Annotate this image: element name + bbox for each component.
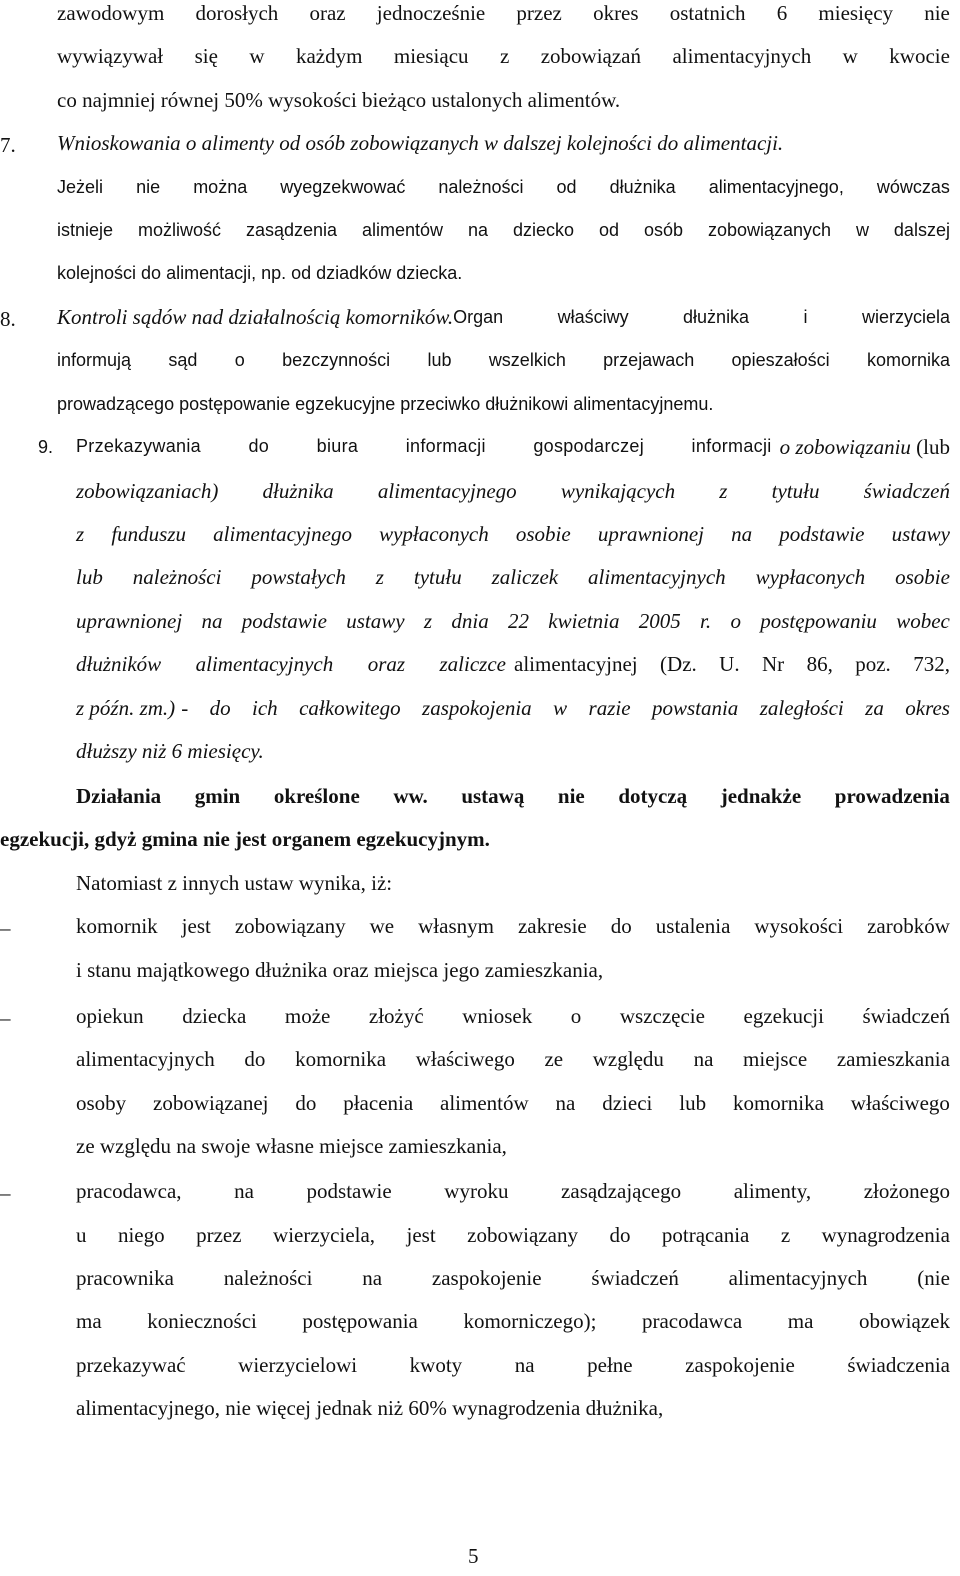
word: przekazywać <box>76 1353 186 1377</box>
word: dzieci <box>602 1091 653 1115</box>
word: dłużnika <box>683 307 750 327</box>
word: zobowiązaniach) <box>76 479 219 503</box>
text-line: co najmniej równej 50% wysokości bieżąco ustalonych alimentów. <box>57 88 621 112</box>
word: dziecka <box>182 1004 247 1028</box>
item9-line7 <box>76 698 950 719</box>
word: wierzyciela <box>861 307 950 327</box>
word: ma <box>76 1309 102 1333</box>
word: zasądzającego <box>561 1179 682 1203</box>
word: miejsce <box>743 1047 808 1071</box>
word: zakresie <box>517 914 587 938</box>
word: wynagrodzenia <box>821 1223 950 1247</box>
word: z <box>76 522 85 546</box>
word: razie <box>588 696 631 720</box>
word: do <box>610 914 632 938</box>
word: dłużnika <box>609 177 676 197</box>
word: okres <box>905 696 950 720</box>
word: nie <box>557 784 585 808</box>
word: na <box>201 609 223 633</box>
word: U. <box>719 652 740 676</box>
word: zasądzenia <box>245 220 338 240</box>
word: zaległości <box>759 696 844 720</box>
word: o <box>234 350 245 370</box>
word: należności <box>438 177 524 197</box>
word: jednocześnie <box>376 1 486 25</box>
word: za <box>865 696 884 720</box>
word: pracodawca <box>641 1309 743 1333</box>
word: jednakże <box>720 784 802 808</box>
word: osobie <box>895 565 950 589</box>
word: tytułu <box>771 479 820 503</box>
list-number: 7. <box>0 133 16 157</box>
word: świadczeń <box>863 479 950 503</box>
word: zarobków <box>867 914 950 938</box>
item8-first-line <box>57 307 950 328</box>
dash-bullet-icon: – <box>0 916 11 940</box>
text-line <box>57 3 950 24</box>
word: komornika <box>866 350 950 370</box>
text-line: i stanu majątkowego dłużnika oraz miejsca jego zamieszkania, <box>76 958 604 982</box>
word: z <box>719 479 728 503</box>
word: kwietnia <box>548 609 620 633</box>
word: złożonego <box>863 1179 950 1203</box>
text-segment <box>453 307 950 328</box>
word: Działania <box>76 784 162 808</box>
text-line <box>76 1355 950 1376</box>
word: sąd <box>168 350 198 370</box>
word: dalszej <box>893 220 950 240</box>
word: zobowiązanych <box>707 220 832 240</box>
word: (nie <box>917 1266 950 1290</box>
word: wysokości <box>754 914 844 938</box>
text-line <box>76 1049 950 1070</box>
word: całkowitego <box>299 696 401 720</box>
word: od <box>598 220 619 240</box>
word: alimentów <box>440 1091 529 1115</box>
word: dnia <box>451 609 489 633</box>
word: istnieje <box>57 220 114 240</box>
dash-bullet-icon: – <box>0 1006 11 1030</box>
word: obowiązek <box>859 1309 950 1333</box>
word: wyegzekwować <box>280 177 406 197</box>
text-line <box>76 1311 950 1332</box>
word: w <box>842 44 858 68</box>
word: lub <box>76 565 103 589</box>
word: nie <box>924 1 950 25</box>
word: gospodarczej <box>533 436 644 456</box>
word: na <box>362 1266 383 1290</box>
word: do <box>248 436 270 456</box>
word: świadczeń <box>591 1266 679 1290</box>
text-line <box>76 1093 950 1114</box>
word: komornika <box>295 1047 387 1071</box>
word: zaliczce <box>439 652 506 676</box>
text-line: ze względu na swoje własne miejsce zamieszkania, <box>76 1134 507 1158</box>
word: od <box>556 177 577 197</box>
word: świadczeń <box>862 1004 950 1028</box>
word: wypłaconych <box>755 565 866 589</box>
word: wszelkich <box>488 350 566 370</box>
word: o <box>730 609 741 633</box>
text-line <box>76 481 950 502</box>
word: przez <box>196 1223 242 1247</box>
word: alimentacyjnego <box>213 522 352 546</box>
word: osobie <box>515 522 571 546</box>
word: wniosek <box>462 1004 533 1028</box>
word: zaliczek <box>491 565 559 589</box>
word: potrącania <box>661 1223 750 1247</box>
word: oraz <box>367 652 406 676</box>
word: kwocie <box>889 44 950 68</box>
word: powstałych <box>251 565 346 589</box>
word: może <box>284 1004 331 1028</box>
text-segment: z późn. zm.) <box>76 696 176 720</box>
text-line <box>57 351 950 369</box>
word: Jeżeli <box>57 177 104 197</box>
word: osób <box>643 220 683 240</box>
text-line <box>76 1181 950 1202</box>
word: u <box>76 1223 87 1247</box>
word: alimentacyjnego <box>377 479 517 503</box>
word: alimentacyjnych <box>728 1266 868 1290</box>
word: z <box>375 565 384 589</box>
word: do <box>295 1091 317 1115</box>
word: Nr <box>762 652 785 676</box>
word: powstania <box>651 696 739 720</box>
word: miesięcy <box>818 1 894 25</box>
word: wierzycielowi <box>238 1353 358 1377</box>
word: informują <box>57 350 132 370</box>
word: dziecko <box>512 220 574 240</box>
word: postępowaniu <box>760 609 877 633</box>
word: przejawach <box>603 350 695 370</box>
word: biura <box>316 436 359 456</box>
word: lub <box>427 350 452 370</box>
word: alimentacyjnych <box>588 565 726 589</box>
item-heading: Wnioskowania o alimenty od osób zobowiązanych w dalszej kolejności do alimentacji. <box>57 131 784 155</box>
text-line <box>57 46 950 67</box>
word: względu <box>592 1047 664 1071</box>
word: 86, <box>806 652 833 676</box>
word: pracodawca, <box>76 1179 182 1203</box>
word: dorosłych <box>195 1 279 25</box>
text-line <box>76 916 950 937</box>
word: dotyczą <box>618 784 688 808</box>
word: gmin <box>194 784 241 808</box>
word: dłużnika <box>262 479 334 503</box>
word: opieszałości <box>731 350 830 370</box>
word: określone <box>273 784 360 808</box>
word: komornik <box>76 914 158 938</box>
word: ww. <box>393 784 428 808</box>
word: podstawie <box>241 609 327 633</box>
word: alimentacyjnych <box>76 1047 215 1071</box>
word: do <box>244 1047 266 1071</box>
word: niego <box>117 1223 165 1247</box>
word: wierzyciela, <box>273 1223 376 1247</box>
word: można <box>193 177 248 197</box>
word: zobowiązany <box>234 914 346 938</box>
word: każdym <box>295 44 363 68</box>
word: alimentów <box>361 220 444 240</box>
word: wywiązywał <box>57 44 164 68</box>
word: (Dz. <box>660 652 697 676</box>
word: zobowiązanej <box>153 1091 269 1115</box>
bold-line: egzekucji, gdyż gmina nie jest organem egzekucyjnym. <box>0 827 490 851</box>
word: do <box>209 696 231 720</box>
word: ze <box>544 1047 564 1071</box>
word: ostatnich <box>669 1 746 25</box>
word: alimenty, <box>733 1179 812 1203</box>
word: możliwość <box>137 220 221 240</box>
word: wynikających <box>560 479 676 503</box>
word: właściwego <box>415 1047 515 1071</box>
word: o <box>570 1004 582 1028</box>
word: zobowiązany <box>467 1223 578 1247</box>
word: informacji <box>405 436 486 456</box>
text-line <box>76 1268 950 1289</box>
word: Przekazywania <box>76 436 201 456</box>
word: nie <box>136 177 161 197</box>
word: komornika <box>732 1091 824 1115</box>
word: ustalenia <box>655 914 731 938</box>
word: podstawie <box>306 1179 392 1203</box>
word: na <box>731 522 753 546</box>
word: na <box>234 1179 254 1203</box>
word: podstawie <box>779 522 865 546</box>
word: płacenia <box>343 1091 414 1115</box>
word: alimentacyjnej <box>514 652 638 676</box>
item-heading: Kontroli sądów nad działalnością komorników. <box>57 305 454 329</box>
word: wówczas <box>876 177 950 197</box>
text-line: alimentacyjnego, nie więcej jednak niż 60% wynagrodzenia dłużnika, <box>76 1396 664 1420</box>
text-line: dłuższy niż 6 miesięcy. <box>76 739 264 763</box>
word: lub <box>679 1091 707 1115</box>
word: na <box>514 1353 535 1377</box>
text-line <box>57 178 950 196</box>
word: przez <box>516 1 562 25</box>
word: z <box>780 1223 791 1247</box>
word: się <box>194 44 218 68</box>
word: zaspokojenia <box>422 696 532 720</box>
word: świadczenia <box>847 1353 950 1377</box>
word: pełne <box>587 1353 633 1377</box>
word: ma <box>787 1309 814 1333</box>
word: zawodowym <box>57 1 165 25</box>
word: postępowania <box>302 1309 418 1333</box>
text-segment: (lub <box>910 435 950 459</box>
word: ustawy <box>346 609 405 633</box>
word: w <box>249 44 265 68</box>
word: uprawnionej <box>76 609 183 633</box>
text-line <box>57 221 950 239</box>
word: należności <box>132 565 222 589</box>
word: Organ <box>453 307 504 327</box>
word: miesiącu <box>393 44 469 68</box>
word: konieczności <box>147 1309 257 1333</box>
word: pracownika <box>76 1266 174 1290</box>
word: w <box>855 220 869 240</box>
word: do <box>609 1223 631 1247</box>
text-line: prowadzącego postępowanie egzekucyjne przeciwko dłużnikowi alimentacyjnemu. <box>57 394 714 414</box>
word: zaspokojenie <box>685 1353 795 1377</box>
text-segment <box>514 654 950 675</box>
list-number: 8. <box>0 307 16 331</box>
word: ich <box>252 696 278 720</box>
word: osoby <box>76 1091 127 1115</box>
word: okres <box>593 1 639 25</box>
word: oraz <box>309 1 346 25</box>
text-segment <box>76 437 772 458</box>
text-segment: o zobowiązaniu <box>779 435 911 459</box>
word: dłużników <box>76 652 162 676</box>
word: z <box>499 44 510 68</box>
word: 2005 <box>638 609 681 633</box>
word: i <box>803 307 808 327</box>
word: tytułu <box>413 565 462 589</box>
word: kwoty <box>409 1353 463 1377</box>
text-line: Natomiast z innych ustaw wynika, iż: <box>76 871 393 895</box>
word: właściwego <box>850 1091 950 1115</box>
word: komorniczego); <box>463 1309 597 1333</box>
word: zobowiązań <box>540 44 642 68</box>
word: 6 <box>776 1 788 25</box>
text-segment <box>76 654 506 675</box>
word: opiekun <box>76 1004 144 1028</box>
word: na <box>555 1091 576 1115</box>
word: na <box>693 1047 714 1071</box>
word: wszczęcie <box>619 1004 705 1028</box>
word: wypłaconych <box>379 522 489 546</box>
dash-bullet-icon: – <box>0 1181 11 1205</box>
text-line <box>76 611 950 632</box>
word: egzekucji <box>743 1004 824 1028</box>
word: we <box>369 914 395 938</box>
item9-first-line <box>76 437 950 458</box>
word: bezczynności <box>282 350 391 370</box>
word: jest <box>406 1223 436 1247</box>
word: zaspokojenie <box>431 1266 542 1290</box>
text-line <box>76 1225 950 1246</box>
item9-line6 <box>76 654 950 675</box>
page-number: 5 <box>468 1544 479 1568</box>
word: ustawy <box>891 522 950 546</box>
word: na <box>467 220 489 240</box>
word: wyroku <box>444 1179 509 1203</box>
word: 732, <box>913 652 950 676</box>
text-segment <box>181 698 950 719</box>
word: z <box>423 609 433 633</box>
word: należności <box>223 1266 313 1290</box>
word: alimentacyjnych <box>195 652 334 676</box>
text-line <box>76 1006 950 1027</box>
word: jest <box>181 914 211 938</box>
word: zamieszkania <box>836 1047 950 1071</box>
word: poz. <box>855 652 891 676</box>
word: właściwy <box>557 307 629 327</box>
word: r. <box>700 609 712 633</box>
word: w <box>553 696 568 720</box>
word: 22 <box>508 609 529 633</box>
list-number: 9. <box>38 437 54 457</box>
text-line <box>76 524 950 545</box>
text-line <box>76 567 950 588</box>
word: uprawnionej <box>597 522 704 546</box>
word: - <box>181 696 189 720</box>
word: alimentacyjnego, <box>708 177 844 197</box>
word: złożyć <box>368 1004 424 1028</box>
word: własnym <box>418 914 494 938</box>
word: wobec <box>896 609 950 633</box>
text-line: kolejności do alimentacji, np. od dziadków dziecka. <box>57 263 463 283</box>
word: ustawą <box>461 784 525 808</box>
word: prowadzenia <box>834 784 950 808</box>
word: alimentacyjnych <box>672 44 812 68</box>
word: informacji <box>691 436 772 456</box>
word: funduszu <box>111 522 187 546</box>
bold-line <box>76 786 950 807</box>
